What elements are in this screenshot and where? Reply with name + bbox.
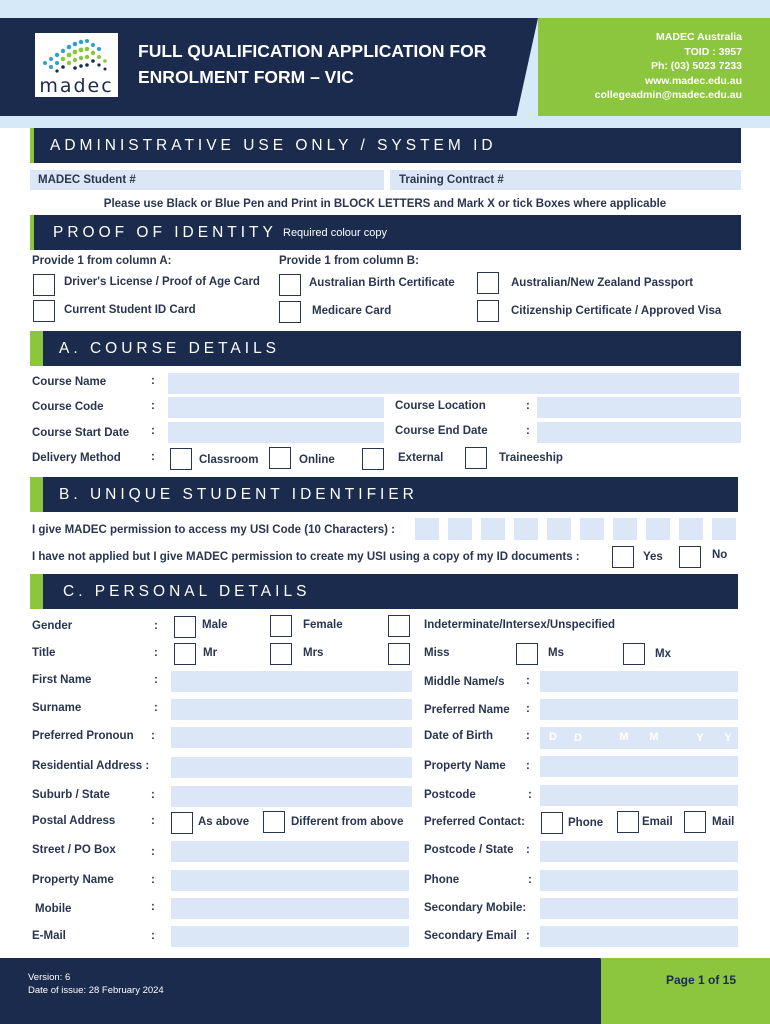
contact-block [595, 30, 742, 103]
mobile-field[interactable] [171, 898, 409, 919]
property-name-2-field[interactable] [171, 870, 409, 891]
usi-heading: B. UNIQUE STUDENT IDENTIFIER [59, 486, 418, 503]
colon: : [151, 375, 155, 387]
different-checkbox[interactable] [263, 811, 285, 833]
colon: : [151, 400, 155, 412]
title-label: Title [32, 647, 56, 659]
colon: : [151, 815, 155, 827]
traineeship-label: Traineeship [499, 452, 563, 464]
contact-phone: Ph: (03) 5023 7233 [650, 60, 742, 72]
colon: : [154, 702, 158, 714]
dob-year-digit-2: Y [724, 732, 732, 744]
footer-version: Version: 6 [28, 972, 71, 983]
colon: : [151, 789, 155, 801]
contact-phone-checkbox[interactable] [541, 812, 563, 834]
medicare-label: Medicare Card [312, 305, 392, 317]
student-id-label: Current Student ID Card [64, 304, 196, 316]
ms-label: Ms [548, 647, 564, 659]
admin-section-header [30, 128, 741, 163]
footer-issue-date: Date of issue: 28 February 2024 [28, 985, 164, 996]
colon: : [526, 425, 530, 437]
colon: : [526, 400, 530, 412]
course-code-field[interactable] [168, 397, 384, 418]
email-field[interactable] [171, 926, 409, 947]
as-above-label: As above [198, 816, 250, 828]
pronoun-field[interactable] [171, 727, 412, 748]
property-name-2-label: Property Name [32, 874, 114, 886]
preferred-name-label: Preferred Name [424, 704, 510, 716]
contact-website: www.madec.edu.au [644, 74, 742, 87]
instruction-text: Please use Black or Blue Pen and Print in BLOCK LETTERS and Mark X or tick Boxes where applicable [103, 198, 667, 210]
indeterminate-checkbox[interactable] [388, 615, 410, 637]
secondary-email-field[interactable] [540, 926, 738, 947]
online-checkbox[interactable] [269, 447, 291, 469]
classroom-label: Classroom [199, 454, 259, 466]
madec-logo [35, 33, 118, 97]
usi-no-label: No [712, 549, 728, 561]
colon: : [151, 901, 155, 913]
contact-email: collegeadmin@madec.edu.au [594, 89, 742, 101]
email-label: E-Mail [32, 930, 66, 942]
phone-field[interactable] [540, 870, 738, 891]
colon: : [154, 674, 158, 686]
contact-mail-label: Mail [712, 816, 735, 828]
course-end-label: Course End Date [395, 425, 488, 437]
residential-label: Residential Address : [32, 760, 150, 772]
online-label: Online [299, 454, 335, 466]
birth-cert-label: Australian Birth Certificate [309, 277, 455, 289]
course-end-field[interactable] [537, 422, 741, 443]
medicare-checkbox[interactable] [279, 301, 301, 323]
contact-mail-checkbox[interactable] [684, 811, 706, 833]
property-name-field[interactable] [540, 756, 738, 777]
dob-label: Date of Birth [424, 730, 493, 742]
dob-month-digit-2: M [649, 731, 659, 743]
mrs-checkbox[interactable] [270, 643, 292, 665]
contact-email-label: Email [642, 816, 673, 828]
usi-char-box[interactable] [679, 518, 703, 540]
drivers-license-label: Driver's License / Proof of Age Card [64, 276, 260, 288]
contact-toid: TOID : 3957 [684, 45, 742, 58]
section-accent [30, 331, 43, 366]
secondary-mobile-field[interactable] [540, 898, 738, 919]
female-checkbox[interactable] [270, 615, 292, 637]
miss-checkbox[interactable] [388, 643, 410, 665]
postcode-field[interactable] [540, 785, 738, 806]
different-label: Different from above [291, 816, 404, 828]
dob-day-digit-1: D [549, 731, 557, 743]
form-title-line-2: ENROLMENT FORM – VIC [138, 67, 354, 87]
colon: : [151, 874, 155, 886]
identity-note: Required colour copy [283, 227, 387, 239]
contact-phone-label: Phone [568, 817, 604, 829]
external-checkbox[interactable] [362, 448, 384, 470]
colon: : [528, 874, 532, 886]
secondary-email-label: Secondary Email [424, 930, 517, 942]
usi-yes-checkbox[interactable] [612, 546, 634, 568]
usi-create-label: I have not applied but I give MADEC permission to create my USI using a copy of my ID documents : [32, 551, 580, 563]
preferred-contact-label: Preferred Contact: [424, 816, 525, 828]
column-a-label: Provide 1 from column A: [32, 255, 172, 267]
section-accent [30, 215, 34, 250]
usi-char-box[interactable] [580, 518, 604, 540]
course-name-field[interactable] [168, 373, 739, 394]
dob-day-digit-2: D [574, 732, 582, 744]
form-title [138, 38, 486, 90]
female-label: Female [303, 619, 343, 631]
colon: : [151, 425, 155, 437]
indeterminate-label: Indeterminate/Intersex/Unspecified [424, 619, 616, 631]
usi-char-box[interactable] [448, 518, 472, 540]
street-label: Street / PO Box [32, 844, 116, 856]
colon: : [151, 730, 155, 742]
postcode-state-field[interactable] [540, 841, 738, 862]
residential-field[interactable] [171, 757, 412, 778]
pronoun-label: Preferred Pronoun [32, 730, 134, 742]
mr-checkbox[interactable] [174, 643, 196, 665]
street-field[interactable] [171, 841, 409, 862]
usi-permission-label: I give MADEC permission to access my USI Code (10 Characters) : [32, 524, 396, 536]
property-name-label: Property Name [424, 760, 506, 772]
as-above-checkbox[interactable] [171, 812, 193, 834]
admin-heading: ADMINISTRATIVE USE ONLY / SYSTEM ID [50, 137, 497, 154]
training-contract-label: Training Contract # [399, 174, 504, 186]
logo-wordmark: madec [39, 75, 114, 97]
male-checkbox[interactable] [174, 616, 196, 638]
mr-label: Mr [203, 647, 218, 659]
contact-org: MADEC Australia [656, 31, 742, 43]
page-number: Page 1 of 15 [666, 973, 737, 987]
first-name-field[interactable] [171, 671, 412, 692]
usi-section-header [30, 477, 738, 512]
mrs-label: Mrs [303, 647, 324, 659]
course-location-label: Course Location [395, 400, 486, 412]
course-location-field[interactable] [537, 397, 741, 418]
postal-address-label: Postal Address [32, 815, 116, 827]
mx-label: Mx [655, 648, 671, 660]
phone-label: Phone [424, 874, 460, 886]
madec-student-label: MADEC Student # [38, 174, 136, 186]
colon: : [151, 930, 155, 942]
dob-year-digit-1: Y [696, 732, 704, 744]
identity-heading: PROOF OF IDENTITY [53, 224, 277, 241]
traineeship-checkbox[interactable] [465, 447, 487, 469]
secondary-mobile-label: Secondary Mobile: [424, 902, 527, 914]
postcode-state-label: Postcode / State [424, 844, 514, 856]
form-title-line-1: FULL QUALIFICATION APPLICATION FOR [138, 41, 487, 61]
course-heading: A. COURSE DETAILS [59, 340, 281, 357]
section-accent [30, 477, 43, 512]
identity-section-header [30, 215, 741, 250]
colon: : [526, 760, 530, 772]
personal-section-header [30, 574, 738, 609]
colon: : [526, 703, 530, 715]
male-label: Male [202, 619, 228, 631]
student-id-checkbox[interactable] [33, 300, 55, 322]
birth-cert-checkbox[interactable] [279, 274, 301, 296]
colon: : [528, 789, 532, 801]
colon: : [151, 846, 155, 858]
middle-name-label: Middle Name/s [424, 676, 505, 688]
colon: : [154, 647, 158, 659]
mx-checkbox[interactable] [623, 643, 645, 665]
colon: : [526, 730, 530, 742]
passport-checkbox[interactable] [477, 272, 499, 294]
middle-name-field[interactable] [540, 671, 738, 692]
colon: : [526, 675, 530, 687]
course-name-label: Course Name [32, 376, 107, 388]
mobile-label: Mobile [35, 903, 72, 915]
suburb-field[interactable] [171, 786, 412, 807]
passport-label: Australian/New Zealand Passport [511, 277, 694, 289]
colon: : [151, 451, 155, 463]
colon: : [526, 930, 530, 942]
surname-label: Surname [32, 702, 82, 714]
colon: : [526, 844, 530, 856]
delivery-method-label: Delivery Method [32, 452, 121, 464]
drivers-license-checkbox[interactable] [33, 274, 55, 296]
contact-email-checkbox[interactable] [617, 811, 639, 833]
miss-label: Miss [424, 647, 450, 659]
usi-char-box[interactable] [415, 518, 439, 540]
usi-char-box[interactable] [646, 518, 670, 540]
preferred-name-field[interactable] [540, 699, 738, 720]
course-start-field[interactable] [168, 422, 384, 443]
classroom-checkbox[interactable] [170, 448, 192, 470]
course-code-label: Course Code [32, 401, 104, 413]
ms-checkbox[interactable] [516, 643, 538, 665]
first-name-label: First Name [32, 674, 92, 686]
usi-char-box[interactable] [514, 518, 538, 540]
usi-char-box[interactable] [712, 518, 736, 540]
usi-char-box[interactable] [481, 518, 505, 540]
column-b-label: Provide 1 from column B: [279, 255, 419, 267]
footer-green-panel [601, 958, 770, 1024]
course-section-header [30, 331, 741, 366]
citizenship-checkbox[interactable] [477, 300, 499, 322]
surname-field[interactable] [171, 699, 412, 720]
usi-yes-label: Yes [643, 551, 663, 563]
personal-heading: C. PERSONAL DETAILS [63, 583, 311, 600]
citizenship-label: Citizenship Certificate / Approved Visa [511, 305, 722, 317]
gender-label: Gender [32, 620, 73, 632]
usi-char-box[interactable] [613, 518, 637, 540]
external-label: External [398, 452, 444, 464]
colon: : [154, 620, 158, 632]
section-accent [30, 574, 43, 609]
section-accent [30, 128, 34, 163]
dob-month-digit-1: M [619, 731, 629, 743]
usi-char-box[interactable] [547, 518, 571, 540]
course-start-label: Course Start Date [32, 427, 130, 439]
usi-no-checkbox[interactable] [679, 546, 701, 568]
postcode-label: Postcode [424, 789, 476, 801]
suburb-label: Suburb / State [32, 789, 110, 801]
